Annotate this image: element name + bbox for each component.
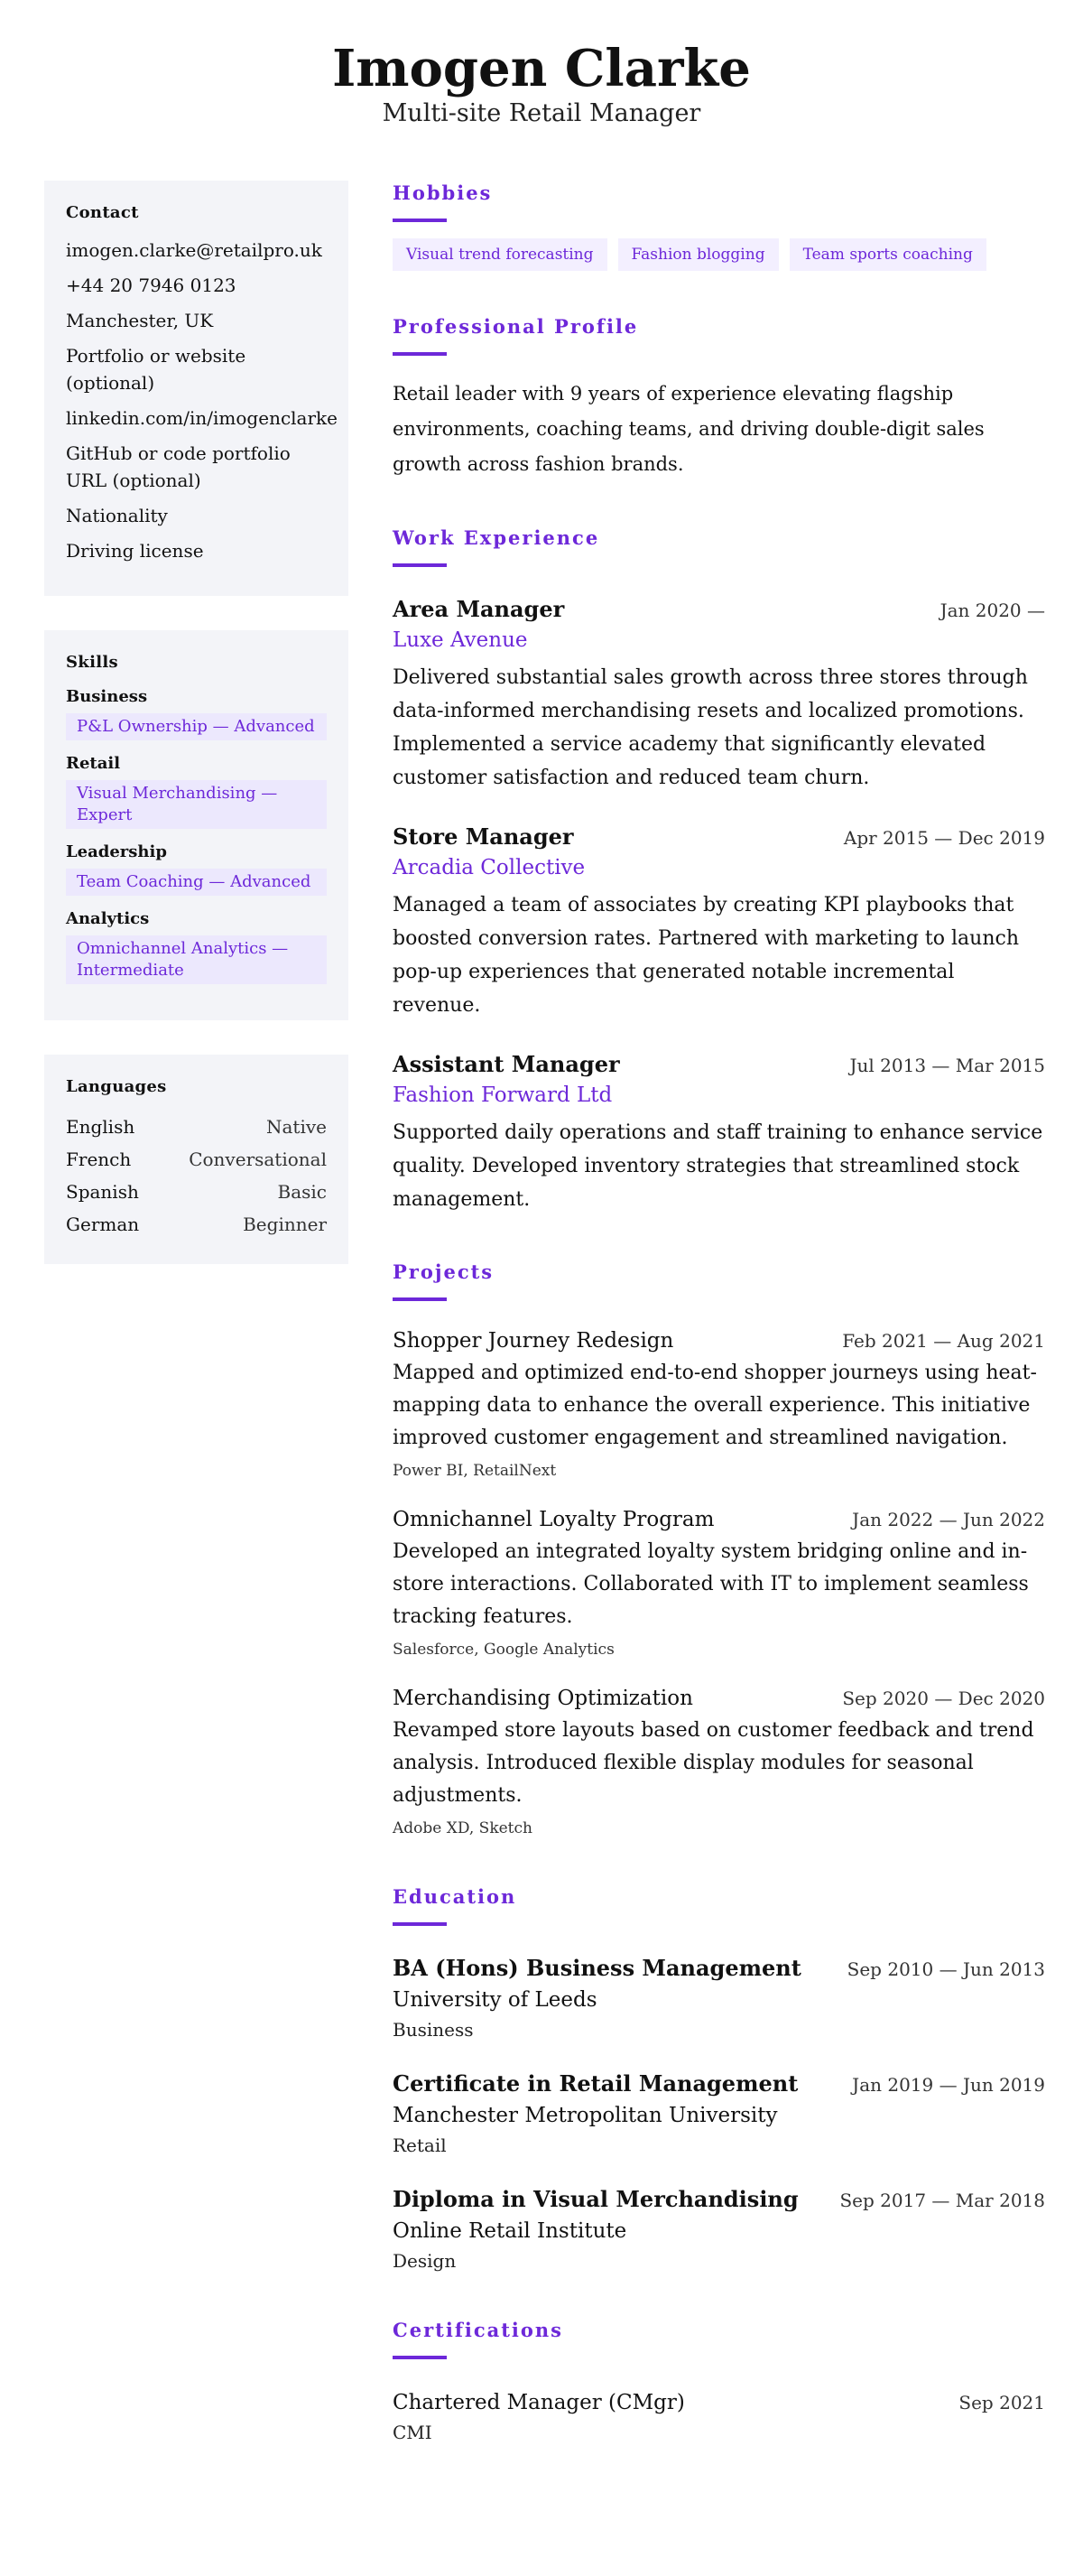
skill-chip: Visual Merchandising — Expert — [66, 780, 327, 829]
job-role: Area Manager — [393, 596, 565, 622]
project-tech: Power BI, RetailNext — [393, 1462, 557, 1480]
language-level: Native — [266, 1116, 327, 1138]
certifications-section — [393, 2318, 1045, 2446]
work-entry — [393, 822, 1045, 1022]
job-company: Arcadia Collective — [393, 856, 586, 879]
hobbies-section — [393, 181, 1045, 271]
education-dates: Sep 2010 — Jun 2013 — [847, 1958, 1045, 1980]
language-level: Conversational — [189, 1149, 327, 1170]
skill-chip: Team Coaching — Advanced — [66, 869, 327, 896]
education-entry — [393, 2184, 1045, 2274]
section-title: Professional Profile — [393, 315, 639, 338]
candidate-name: Imogen Clarke — [332, 39, 751, 98]
language-level: Beginner — [243, 1214, 327, 1235]
project-description: Revamped store layouts based on customer feedback and trend analysis. Introduced flexible display modules for seasonal adjustments. — [393, 1719, 1034, 1807]
project-tech: Salesforce, Google Analytics — [393, 1641, 615, 1659]
skill-group-label: Analytics — [66, 909, 150, 928]
job-description: Supported daily operations and staff training to enhance service quality. Developed inventory strategies that streamlined stock management. — [393, 1121, 1043, 1211]
contact-title: Contact — [66, 203, 139, 222]
language-name: French — [66, 1149, 132, 1170]
hobby-chip: Fashion blogging — [618, 238, 779, 271]
section-divider — [393, 1922, 447, 1926]
job-dates: Apr 2015 — Dec 2019 — [843, 827, 1045, 849]
job-company: Luxe Avenue — [393, 628, 528, 652]
field-of-study: Retail — [393, 2134, 447, 2156]
contact-nationality: Nationality — [66, 505, 168, 526]
language-level: Basic — [277, 1181, 327, 1203]
job-dates: Jan 2020 — — [940, 600, 1045, 621]
contact-card — [44, 181, 348, 596]
section-title: Projects — [393, 1260, 495, 1283]
contact-github[interactable]: GitHub or code portfolio URL (optional) — [66, 442, 291, 491]
profile-text: Retail leader with 9 years of experience elevating flagship environments, coaching teams, and driving double-digit sales growth across fashion brands. — [393, 383, 985, 475]
skill-group-label: Leadership — [66, 842, 167, 861]
language-row — [66, 1143, 327, 1176]
skill-chip: Omnichannel Analytics — Intermediate — [66, 935, 327, 984]
main-content — [393, 181, 1045, 2489]
project-tech: Adobe XD, Sketch — [393, 1819, 532, 1837]
work-entry — [393, 1049, 1045, 1216]
project-dates: Jan 2022 — Jun 2022 — [852, 1509, 1045, 1530]
education-dates: Sep 2017 — Mar 2018 — [839, 2190, 1045, 2211]
certification-issuer: CMI — [393, 2422, 432, 2443]
section-divider — [393, 2356, 447, 2359]
skills-card — [44, 630, 348, 1020]
section-divider — [393, 1297, 447, 1301]
contact-portfolio[interactable]: Portfolio or website (optional) — [66, 345, 246, 394]
skill-chip: P&L Ownership — Advanced — [66, 713, 327, 740]
institution: University of Leeds — [393, 1988, 597, 2012]
contact-driving-license: Driving license — [66, 540, 204, 562]
job-description: Delivered substantial sales growth across three stores through data-informed merchandising resets and localized promotions. Implemented a service academy that significantly elevated customer satisfaction and reduced team churn. — [393, 666, 1028, 789]
project-entry — [393, 1325, 1045, 1483]
project-name: Merchandising Optimization — [393, 1687, 693, 1710]
contact-phone[interactable]: +44 20 7946 0123 — [66, 274, 236, 296]
job-company: Fashion Forward Ltd — [393, 1083, 613, 1107]
language-row — [66, 1176, 327, 1208]
project-description: Developed an integrated loyalty system bridging online and in-store interactions. Collaborated with IT to implement seamless tracking features. — [393, 1540, 1029, 1628]
institution: Manchester Metropolitan University — [393, 2104, 778, 2127]
language-name: Spanish — [66, 1181, 139, 1203]
job-role: Assistant Manager — [393, 1051, 620, 1077]
section-title: Work Experience — [393, 526, 600, 549]
work-entry — [393, 594, 1045, 795]
section-title: Certifications — [393, 2319, 563, 2341]
institution: Online Retail Institute — [393, 2219, 627, 2243]
degree: BA (Hons) Business Management — [393, 1955, 801, 1981]
contact-linkedin[interactable]: linkedin.com/in/imogenclarke — [66, 407, 338, 429]
project-description: Mapped and optimized end-to-end shopper journeys using heat-mapping data to enhance the overall experience. This initiative improved customer engagement and streamlined navigation. — [393, 1362, 1037, 1449]
hobby-chip: Team sports coaching — [790, 238, 986, 271]
section-title: Hobbies — [393, 181, 493, 204]
section-divider — [393, 219, 447, 222]
contact-email[interactable]: imogen.clarke@retailpro.uk — [66, 239, 322, 261]
language-row — [66, 1208, 327, 1241]
degree: Diploma in Visual Merchandising — [393, 2186, 799, 2212]
project-name: Shopper Journey Redesign — [393, 1329, 674, 1353]
languages-title: Languages — [66, 1077, 167, 1096]
sidebar — [44, 181, 348, 1298]
field-of-study: Business — [393, 2019, 474, 2041]
languages-card — [44, 1055, 348, 1264]
education-section — [393, 1884, 1045, 2274]
project-name: Omnichannel Loyalty Program — [393, 1508, 715, 1531]
project-dates: Feb 2021 — Aug 2021 — [842, 1330, 1045, 1352]
job-description: Managed a team of associates by creating KPI playbooks that boosted conversion rates. Partnered with marketing to launch pop-up experiences that generated notable incremental revenue. — [393, 894, 1019, 1017]
projects-section — [393, 1260, 1045, 1841]
certification-name: Chartered Manager (CMgr) — [393, 2391, 685, 2414]
profile-section — [393, 314, 1045, 482]
contact-location: Manchester, UK — [66, 310, 214, 331]
project-entry — [393, 1503, 1045, 1662]
field-of-study: Design — [393, 2250, 457, 2272]
skills-title: Skills — [66, 653, 118, 672]
section-title: Education — [393, 1885, 517, 1908]
job-role: Store Manager — [393, 823, 574, 850]
hobby-chip: Visual trend forecasting — [393, 238, 607, 271]
section-divider — [393, 563, 447, 567]
skill-group-label: Retail — [66, 754, 121, 773]
project-dates: Sep 2020 — Dec 2020 — [842, 1688, 1045, 1709]
degree: Certificate in Retail Management — [393, 2070, 799, 2097]
language-name: German — [66, 1214, 140, 1235]
education-entry — [393, 2069, 1045, 2159]
certification-date: Sep 2021 — [958, 2392, 1045, 2413]
resume-header — [0, 40, 1083, 130]
certification-entry — [393, 2386, 1045, 2446]
section-divider — [393, 352, 447, 356]
skill-group-label: Business — [66, 687, 148, 706]
language-name: English — [66, 1116, 135, 1138]
work-section — [393, 525, 1045, 1216]
candidate-title: Multi-site Retail Manager — [382, 99, 701, 127]
project-entry — [393, 1682, 1045, 1841]
education-entry — [393, 1953, 1045, 2043]
language-row — [66, 1111, 327, 1143]
education-dates: Jan 2019 — Jun 2019 — [852, 2074, 1045, 2096]
job-dates: Jul 2013 — Mar 2015 — [849, 1055, 1045, 1076]
